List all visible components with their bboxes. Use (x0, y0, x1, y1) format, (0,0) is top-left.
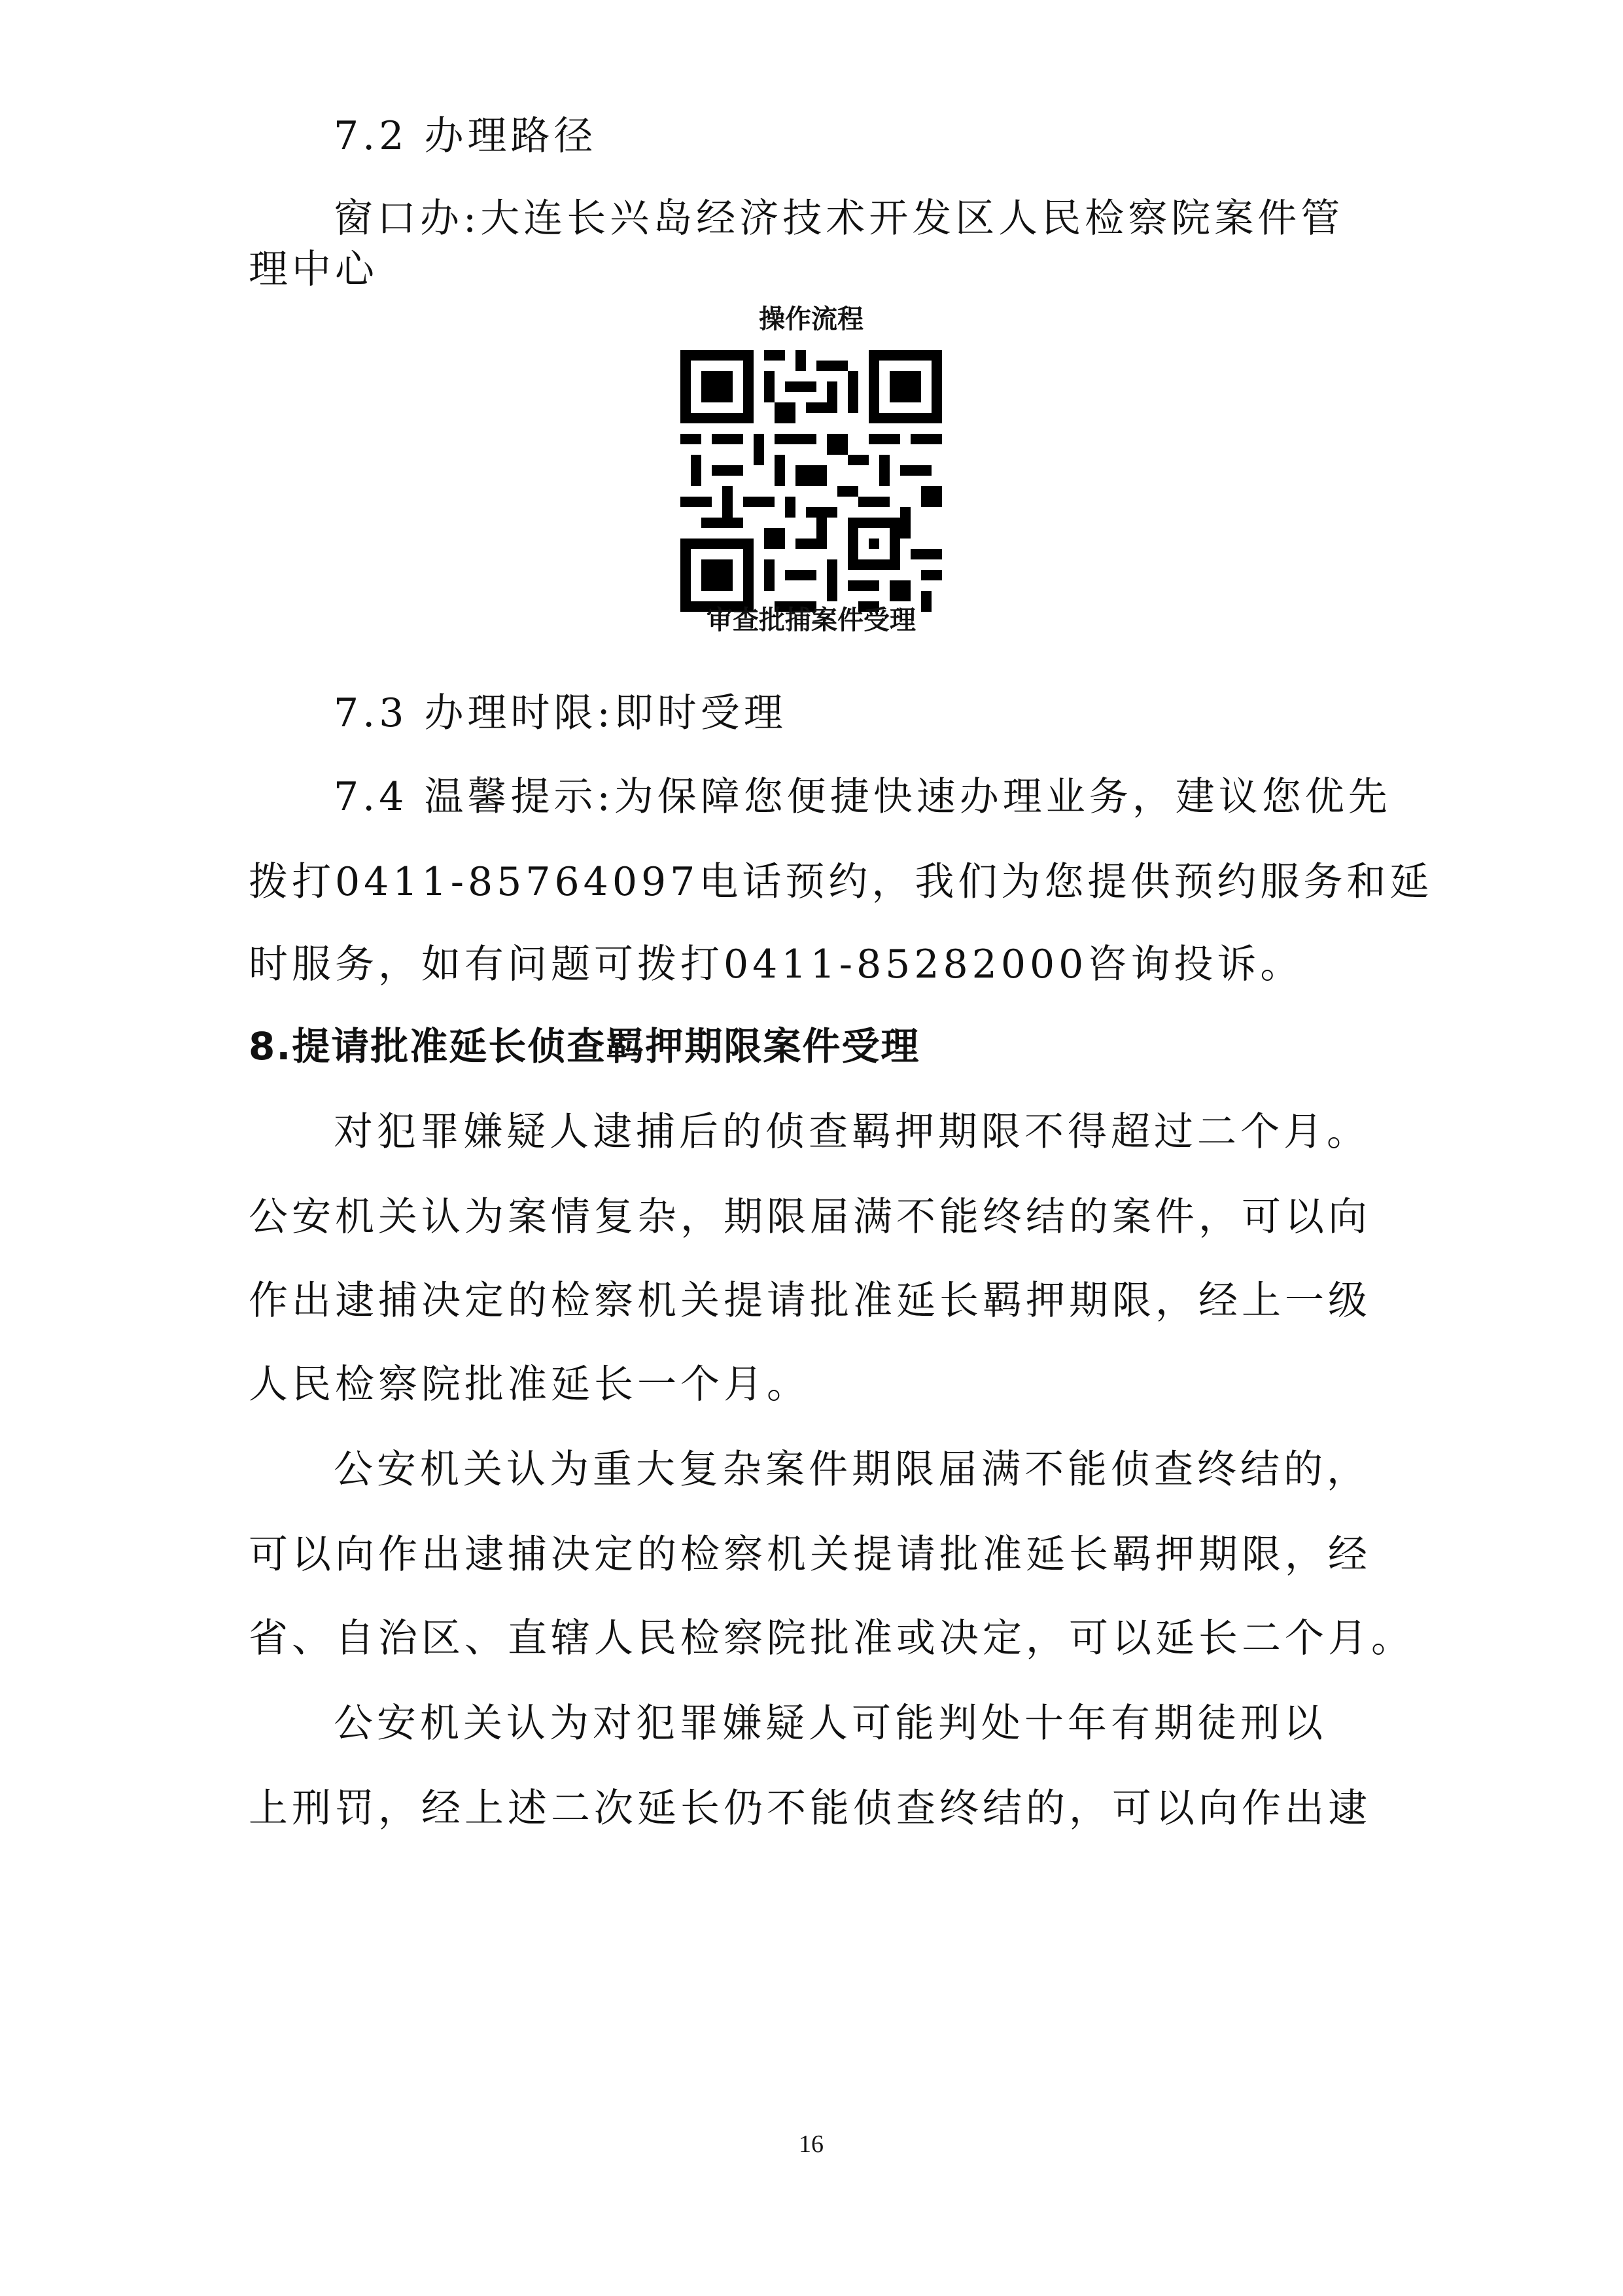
section-8-p2-line-3: 省、自治区、直辖人民检察院批准或决定，可以延长二个月。 (249, 1616, 1414, 1661)
qr-code[interactable] (680, 350, 942, 612)
window-office-line-1: 窗口办:大连长兴岛经济技术开发区人民检察院案件管 (334, 196, 1344, 241)
section-8-p1-line-3: 作出逮捕决定的检察机关提请批准延长羁押期限，经上一级 (249, 1278, 1371, 1324)
section-8-p2-line-2: 可以向作出逮捕决定的检察机关提请批准延长羁押期限，经 (249, 1532, 1371, 1578)
section-8-p1-line-1: 对犯罪嫌疑人逮捕后的侦查羁押期限不得超过二个月。 (334, 1109, 1370, 1155)
qr-caption-bottom: 审查批捕案件受理 (707, 605, 916, 635)
section-7-4-line-1: 7.4 温馨提示:为保障您便捷快速办理业务，建议您优先 (334, 774, 1391, 820)
section-7-4-line-2: 拨打0411-85764097电话预约，我们为您提供预约服务和延 (249, 859, 1433, 905)
section-8-p3-line-1: 公安机关认为对犯罪嫌疑人可能判处十年有期徒刑以 (334, 1701, 1327, 1746)
section-8-p1-line-2: 公安机关认为案情复杂，期限届满不能终结的案件，可以向 (249, 1194, 1371, 1240)
qr-caption-top: 操作流程 (759, 304, 864, 334)
window-office-line-2: 理中心 (249, 247, 378, 292)
section-7-4-line-3: 时服务，如有问题可拨打0411-85282000咨询投诉。 (249, 942, 1304, 987)
section-7-3-text: 7.3 办理时限:即时受理 (334, 690, 787, 736)
section-8-p2-line-1: 公安机关认为重大复杂案件期限届满不能侦查终结的， (334, 1447, 1370, 1492)
section-8-p3-line-2: 上刑罚，经上述二次延长仍不能侦查终结的，可以向作出逮 (249, 1786, 1371, 1831)
section-7-2-heading: 7.2 办理路径 (334, 113, 597, 159)
page-number: 16 (799, 2130, 824, 2158)
section-8-heading: 8.提请批准延长侦查羁押期限案件受理 (249, 1024, 920, 1069)
section-8-p1-line-4: 人民检察院批准延长一个月。 (249, 1362, 810, 1407)
